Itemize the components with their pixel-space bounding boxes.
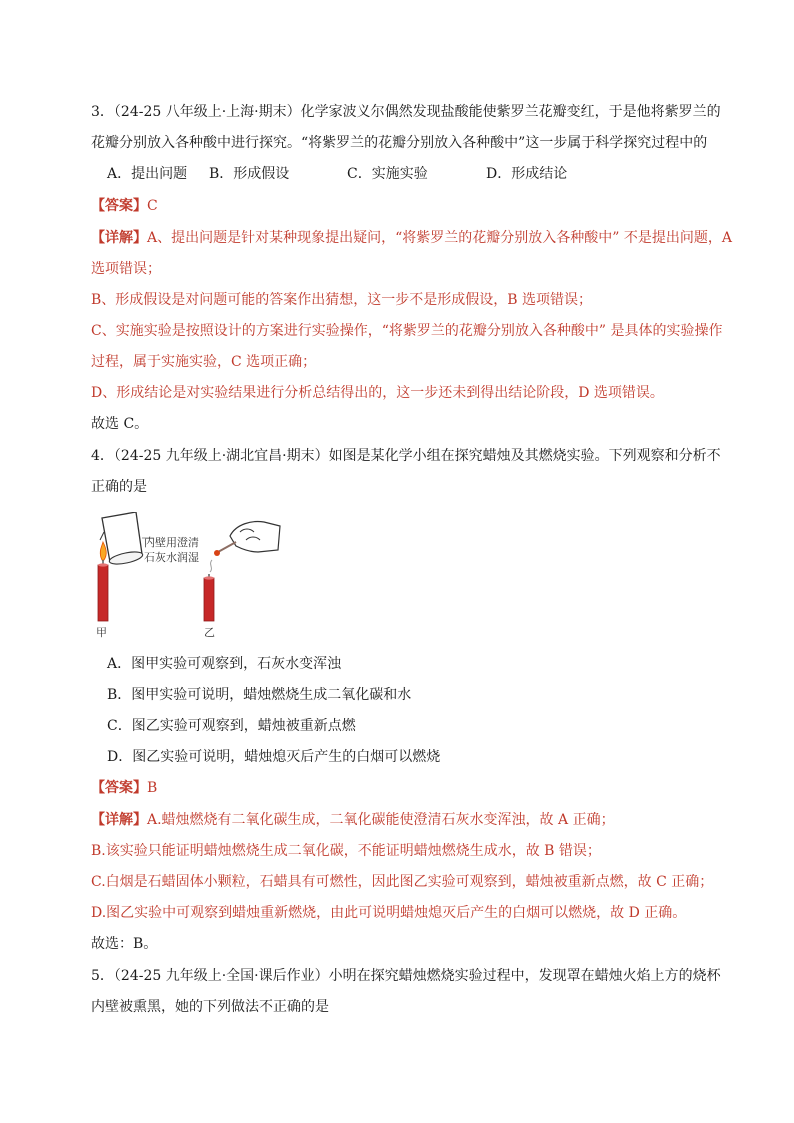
q3-detail-line2: 选项错误； — [91, 261, 161, 277]
candle-yi-icon — [204, 574, 214, 621]
candle-jia-icon — [98, 542, 108, 621]
q3-options — [107, 164, 707, 184]
q4-choice-c: C．图乙实验可观察到，蜡烛被重新点燃 — [107, 718, 356, 734]
q4-detail-line3: C.白烟是石蜡固体小颗粒，石蜡具有可燃性，因此图乙实验可观察到，蜡烛被重新点燃，故 C 正确； — [91, 874, 714, 890]
q4-figure — [80, 512, 300, 640]
q3-option-c: C．实施实验 — [347, 166, 428, 182]
q3-detail-line6: D、形成结论是对实验结果进行分析总结得出的，这一步还未到得出结论阶段，D 选项错误。 — [91, 385, 664, 401]
q3-answer-value: C — [147, 198, 158, 214]
q3-detail-line1 — [91, 228, 732, 248]
q3-detail-text: 不是提出问题，A — [619, 230, 732, 246]
q4-stem-line2: 正确的是 — [91, 479, 147, 495]
q3-option-a: A．提出问题 — [107, 166, 188, 182]
q4-conclusion: 故选：B。 — [91, 936, 158, 952]
q4-detail-text: A.蜡烛燃烧有二氧化碳生成，二氧化碳能使澄清石灰水变浑浊，故 A 正确； — [147, 812, 615, 828]
q4-answer-tag: 【答案】 — [91, 780, 147, 796]
q4-stem-line1: 4．（24-25 九年级上·湖北宜昌·期末）如图是某化学小组在探究蜡烛及其燃烧实验。下列观察和分析不 — [91, 448, 721, 464]
q4-answer-value: B — [147, 780, 158, 796]
figure-label-line1: 内壁用澄清 — [144, 537, 199, 549]
q3-option-d: D．形成结论 — [486, 166, 568, 182]
q3-detail-line4: C、实施实验是按照设计的方案进行实验操作，“将紫罗兰的花瓣分别放入各种酸中” 是具体的实验操作 — [91, 323, 723, 339]
q4-answer — [91, 778, 157, 798]
q4-detail-line4: D.图乙实验中可观察到蜡烛重新燃烧，由此可说明蜡烛熄灭后产生的白烟可以燃烧，故 D 正确。 — [91, 905, 687, 921]
figure-label-line2: 石灰水润湿 — [144, 552, 199, 564]
figure-caption-yi: 乙 — [204, 627, 215, 639]
q3-detail-tag: 【详解】 — [91, 230, 147, 246]
q3-detail-line5: 过程，属于实施实验，C 选项正确； — [91, 354, 317, 370]
q5-stem-line1: 5．（24-25 九年级上·全国·课后作业）小明在探究蜡烛燃烧实验过程中，发现罩在蜡烛火焰上方的烧杯 — [91, 968, 721, 984]
q4-detail-line2: B.该实验只能证明蜡烛燃烧生成二氧化碳，不能证明蜡烛燃烧生成水，故 B 错误； — [91, 843, 601, 859]
q3-detail-quote: “将紫罗兰的花瓣分别放入各种酸中” — [395, 230, 620, 246]
q3-option-b: B．形成假设 — [209, 166, 290, 182]
q4-detail-tag: 【详解】 — [91, 812, 147, 828]
beaker-icon — [100, 512, 144, 566]
q3-stem-line2: 花瓣分别放入各种酸中进行探究。“将紫罗兰的花瓣分别放入各种酸中”这一步属于科学探究过程中的 — [91, 135, 708, 151]
hand-with-match-icon — [214, 522, 280, 556]
q3-stem-line1: 3．（24-25 八年级上·上海·期末）化学家波义尔偶然发现盐酸能使紫罗兰花瓣变红，于是他将紫罗兰的 — [91, 104, 721, 120]
q4-choice-b: B．图甲实验可说明，蜡烛燃烧生成二氧化碳和水 — [107, 687, 412, 703]
q3-answer — [91, 196, 158, 216]
q5-stem-line2: 内壁被熏黑，她的下列做法不正确的是 — [91, 999, 329, 1015]
q3-detail-line3: B、形成假设是对问题可能的答案作出猜想，这一步不是形成假设，B 选项错误； — [91, 292, 593, 308]
q4-choice-d: D．图乙实验可说明，蜡烛熄灭后产生的白烟可以燃烧 — [107, 749, 441, 765]
q3-detail-text: A、提出问题是针对某种现象提出疑问， — [147, 230, 396, 246]
q3-conclusion: 故选 C。 — [91, 416, 149, 432]
q4-detail-line1 — [91, 810, 615, 830]
figure-caption-jia: 甲 — [96, 627, 107, 639]
q3-answer-tag: 【答案】 — [91, 198, 147, 214]
q4-choice-a: A．图甲实验可观察到，石灰水变浑浊 — [107, 656, 342, 672]
candle-experiment-illustration — [80, 512, 300, 640]
